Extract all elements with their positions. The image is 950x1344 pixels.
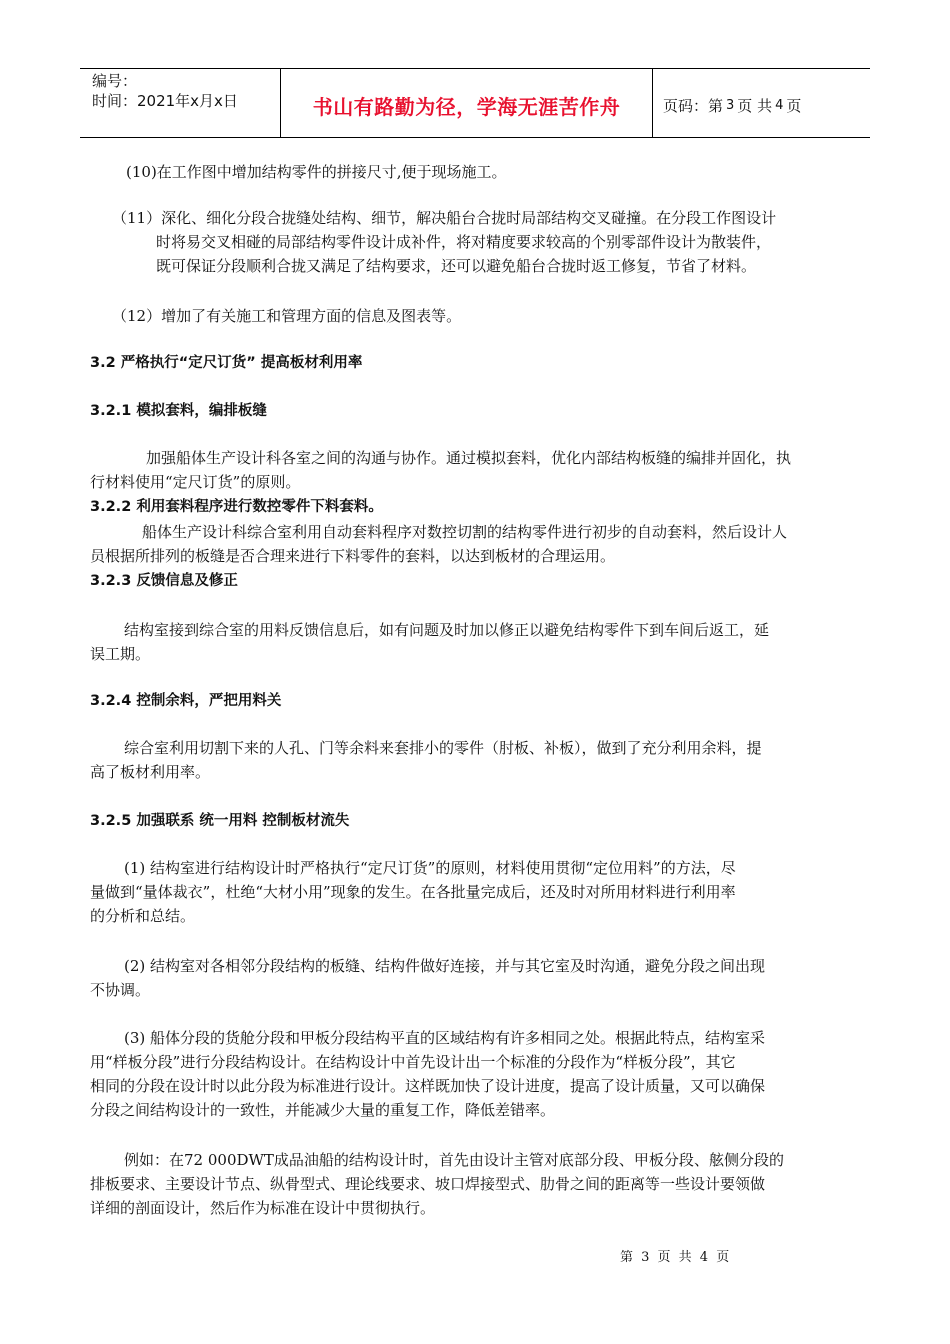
date-label: 时间：2021年x月x日	[92, 92, 238, 110]
page-total: 4	[775, 97, 784, 113]
heading-3-2-5: 3.2.5 加强联系 统一用料 控制板材流失	[90, 813, 350, 829]
heading-3-2: 3.2 严格执行“定尺订货” 提高板材利用率	[90, 355, 363, 371]
heading-3-2-3: 3.2.3 反馈信息及修正	[90, 573, 238, 589]
header-motto: 书山有路勤为径，学海无涯苦作舟	[281, 69, 653, 137]
paragraph-3-2-3: 结构室接到综合室的用料反馈信息后，如有问题及时加以修正以避免结构零件下到车间后返工，延 误工期。	[90, 621, 770, 663]
paragraph-item-2: (2) 结构室对各相邻分段结构的板缝、结构件做好连接，并与其它室及时沟通，避免分段之间出现 不协调。	[90, 957, 766, 999]
header-page-number	[653, 69, 870, 137]
page-footer: 第 3 页 共 4 页	[620, 1250, 732, 1265]
paragraph-item-3: (3) 船体分段的货舱分段和甲板分段结构平直的区域结构有许多相同之处。根据此特点，结构室采 用“样板分段”进行分段结构设计。在结构设计中首先设计出一个标准的分段作为“样板分段”，其它 相同的分段在设计时以此分段为标准进行设计。这样既加快了设计进度，提高了设计质量，又可以确保 分段之间结构设计的一致性，并能减少大量的重复工作，降低差错率。	[90, 1029, 766, 1119]
heading-3-2-2: 3.2.2 利用套料程序进行数控零件下料套料。	[90, 499, 383, 515]
page-prefix: 页码：第	[663, 96, 724, 115]
heading-3-2-1: 3.2.1 模拟套料，编排板缝	[90, 403, 267, 419]
item-10: (10)在工作图中增加结构零件的拼接尺寸,便于现场施工。	[126, 163, 507, 181]
page-header	[80, 68, 870, 138]
item-11: （11）深化、细化分段合拢缝处结构、细节，解决船台合拢时局部结构交叉碰撞。在分段工作图设计 时将易交叉相碰的局部结构零件设计成补件，将对精度要求较高的个别零部件设计为散装件， 既可保证分段顺利合拢又满足了结构要求，还可以避免船台合拢时返工修复，节省了材料。	[112, 209, 777, 275]
heading-3-2-4: 3.2.4 控制余料，严把用料关	[90, 693, 282, 709]
paragraph-3-2-2: 船体生产设计科综合室利用自动套料程序对数控切割的结构零件进行初步的自动套料，然后设计人 员根据所排列的板缝是否合理来进行下料零件的套料，以达到板材的合理运用。	[90, 523, 788, 565]
paragraph-item-1: (1) 结构室进行结构设计时严格执行“定尺订货”的原则，材料使用贯彻“定位用料”的方法，尽 量做到“量体裁衣”，杜绝“大材小用”现象的发生。在各批量完成后，还及时对所用材料进行利用率 的分析和总结。	[90, 859, 736, 925]
page-current: 3	[726, 97, 735, 113]
item-12: （12）增加了有关施工和管理方面的信息及图表等。	[112, 307, 462, 325]
paragraph-example: 例如：在72 000DWT成品油船的结构设计时，首先由设计主管对底部分段、甲板分段、舷侧分段的 排板要求、主要设计节点、纵骨型式、理论线要求、坡口焊接型式、肋骨之间的距离等一些设计要领做 详细的剖面设计，然后作为标准在设计中贯彻执行。	[90, 1151, 784, 1217]
number-label: 编号：	[92, 72, 138, 90]
page-suffix: 页	[786, 96, 802, 115]
header-meta	[80, 69, 281, 137]
paragraph-3-2-1: 加强船体生产设计科各室之间的沟通与协作。通过模拟套料，优化内部结构板缝的编排并固化，执 行材料使用“定尺订货”的原则。	[90, 449, 792, 491]
page-mid: 页 共	[737, 96, 773, 115]
paragraph-3-2-4: 综合室利用切割下来的人孔、门等余料来套排小的零件（肘板、补板），做到了充分利用余料，提 高了板材利用率。	[90, 739, 762, 781]
